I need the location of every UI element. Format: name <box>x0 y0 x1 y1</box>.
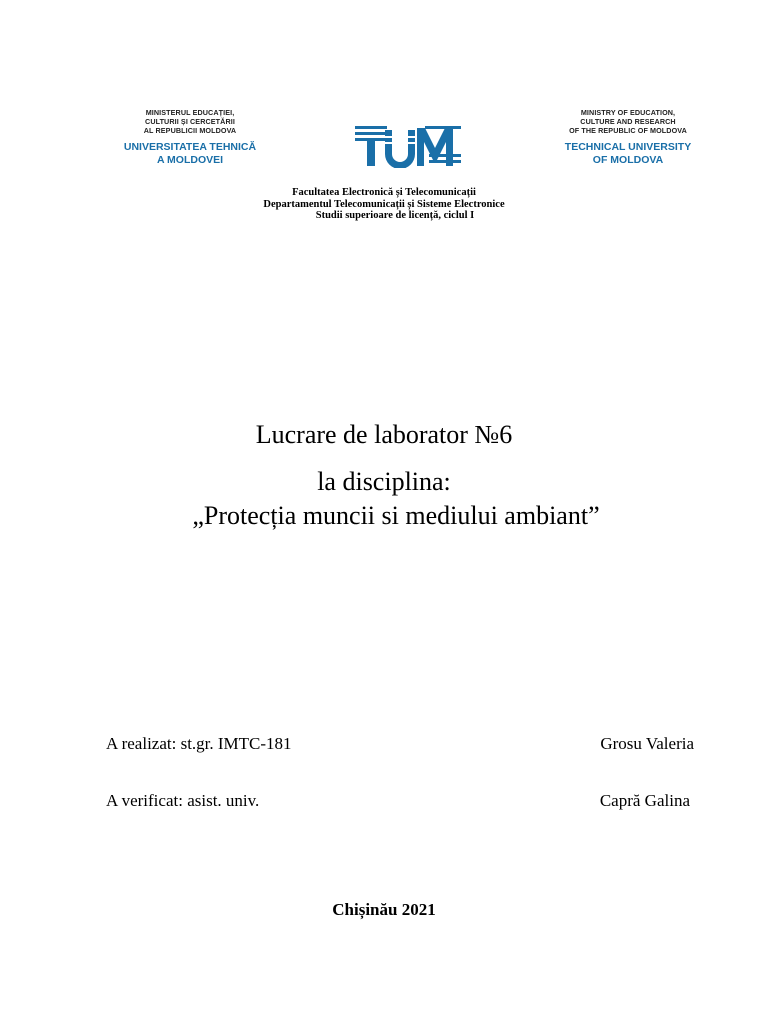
student-name: Grosu Valeria <box>600 734 694 753</box>
ministry-header-ro <box>110 108 270 166</box>
realizat-label: A realizat: st.gr. IMTC-181 <box>106 734 292 753</box>
university-name: TECHNICAL UNIVERSITY <box>564 141 692 153</box>
ministry-line: OF THE REPUBLIC OF MOLDOVA <box>569 126 687 135</box>
lab-title: Lucrare de laborator №6 <box>255 420 513 449</box>
ministry-line: MINISTERUL EDUCAȚIEI, <box>145 108 235 117</box>
discipline-label: la disciplina: <box>317 467 451 496</box>
utm-logo-icon <box>355 124 461 168</box>
study-cycle: Studii superioare de licență, ciclul I <box>315 210 475 221</box>
city-year: Chișinău 2021 <box>332 900 436 919</box>
university-name: UNIVERSITATEA TEHNICĂ <box>123 141 257 153</box>
university-name: A MOLDOVEI <box>156 153 224 166</box>
department-name: Departamentul Telecomunicații și Sisteme Electronice <box>263 198 505 210</box>
discipline-name: „Protecția muncii si mediului ambiant” <box>192 501 600 530</box>
ministry-header-en <box>548 108 708 166</box>
university-name: OF MOLDOVA <box>592 153 664 166</box>
ministry-line: AL REPUBLICII MOLDOVA <box>143 126 237 135</box>
faculty-name: Facultatea Electronică și Telecomunicații <box>292 187 476 198</box>
ministry-line: CULTURE AND RESEARCH <box>580 117 676 126</box>
verificat-label: A verificat: asist. univ. <box>106 791 260 810</box>
ministry-line: MINISTRY OF EDUCATION, <box>580 108 676 117</box>
teacher-name: Capră Galina <box>599 791 690 810</box>
faculty-block <box>0 187 768 222</box>
ministry-line: CULTURII ȘI CERCETĂRII <box>145 117 235 126</box>
